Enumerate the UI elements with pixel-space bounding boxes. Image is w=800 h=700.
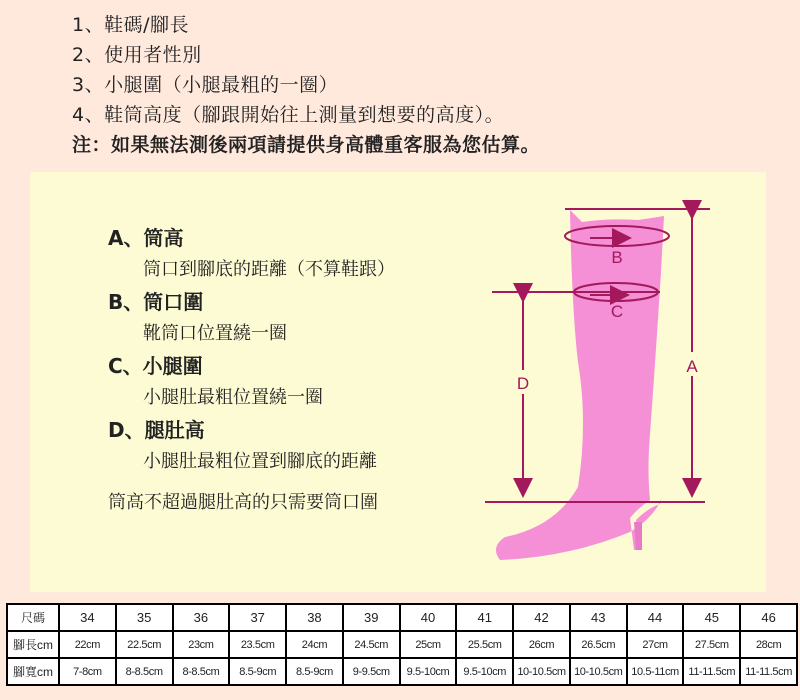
table-row-foot-width — [7, 658, 797, 685]
table-cell: 7-8cm — [59, 658, 116, 685]
label-c: C — [610, 302, 624, 321]
legend-b-description: 靴筒口位置繞一圈 — [143, 323, 287, 344]
instruction-4: 4、鞋筒高度（腳跟開始往上測量到想要的高度）。 — [72, 104, 505, 126]
table-cell: 8-8.5cm — [116, 658, 173, 685]
table-cell: 8.5-9cm — [286, 658, 343, 685]
table-row-size — [7, 604, 797, 631]
table-cell: 9.5-10cm — [400, 658, 457, 685]
table-cell: 9.5-10cm — [456, 658, 513, 685]
legend-d-heading: D、腿肚高 — [108, 418, 205, 442]
table-cell: 9-9.5cm — [343, 658, 400, 685]
table-cell: 41 — [456, 604, 513, 631]
table-cell: 45 — [683, 604, 740, 631]
table-cell: 23cm — [173, 631, 230, 658]
table-cell: 24cm — [286, 631, 343, 658]
boot-diagram — [30, 172, 766, 592]
table-cell: 37 — [229, 604, 286, 631]
size-chart-table — [6, 603, 798, 686]
label-a: A — [686, 357, 698, 376]
legend-b-heading: B、筒口圍 — [108, 290, 204, 314]
legend-c-heading: C、小腿圍 — [108, 354, 203, 378]
label-b: B — [611, 248, 623, 267]
row-label-foot-length: 腳長cm — [7, 631, 59, 658]
table-cell: 26cm — [513, 631, 570, 658]
table-cell: 26.5cm — [570, 631, 627, 658]
legend-d-description: 小腿肚最粗位置到腳底的距離 — [143, 451, 377, 472]
table-cell: 25.5cm — [456, 631, 513, 658]
table-cell: 10-10.5cm — [570, 658, 627, 685]
label-d: D — [516, 374, 530, 393]
instruction-3: 3、小腿圍（小腿最粗的一圈） — [72, 74, 339, 96]
table-cell: 27.5cm — [683, 631, 740, 658]
instruction-1: 1、鞋碼/腳長 — [72, 14, 189, 36]
table-cell: 46 — [740, 604, 797, 631]
table-cell: 11-11.5cm — [740, 658, 797, 685]
table-cell: 35 — [116, 604, 173, 631]
table-cell: 24.5cm — [343, 631, 400, 658]
row-label-foot-width: 腳寬cm — [7, 658, 59, 685]
table-cell: 34 — [59, 604, 116, 631]
table-cell: 22cm — [59, 631, 116, 658]
table-cell: 43 — [570, 604, 627, 631]
table-cell: 44 — [627, 604, 684, 631]
table-cell: 42 — [513, 604, 570, 631]
instruction-2: 2、使用者性別 — [72, 44, 202, 66]
legend-c-description: 小腿肚最粗位置繞一圈 — [143, 387, 323, 408]
row-label-size: 尺碼 — [7, 604, 59, 631]
measurement-panel — [30, 172, 766, 592]
table-row-foot-length — [7, 631, 797, 658]
table-cell: 27cm — [627, 631, 684, 658]
table-cell: 39 — [343, 604, 400, 631]
table-cell: 36 — [173, 604, 230, 631]
table-cell: 8-8.5cm — [173, 658, 230, 685]
legend-a-description: 筒口到腳底的距離（不算鞋跟） — [143, 259, 395, 280]
table-cell: 40 — [400, 604, 457, 631]
table-cell: 10-10.5cm — [513, 658, 570, 685]
table-cell: 11-11.5cm — [683, 658, 740, 685]
table-cell: 22.5cm — [116, 631, 173, 658]
legend-footnote: 筒高不超過腿肚高的只需要筒口圍 — [108, 492, 378, 513]
table-cell: 25cm — [400, 631, 457, 658]
table-cell: 23.5cm — [229, 631, 286, 658]
table-cell: 8.5-9cm — [229, 658, 286, 685]
table-cell: 28cm — [740, 631, 797, 658]
table-cell: 10.5-11cm — [627, 658, 684, 685]
legend-a-heading: A、筒高 — [108, 226, 184, 250]
instruction-note: 注：如果無法測後兩項請提供身高體重客服為您估算。 — [72, 134, 541, 156]
table-cell: 38 — [286, 604, 343, 631]
intro-instructions — [72, 10, 772, 160]
